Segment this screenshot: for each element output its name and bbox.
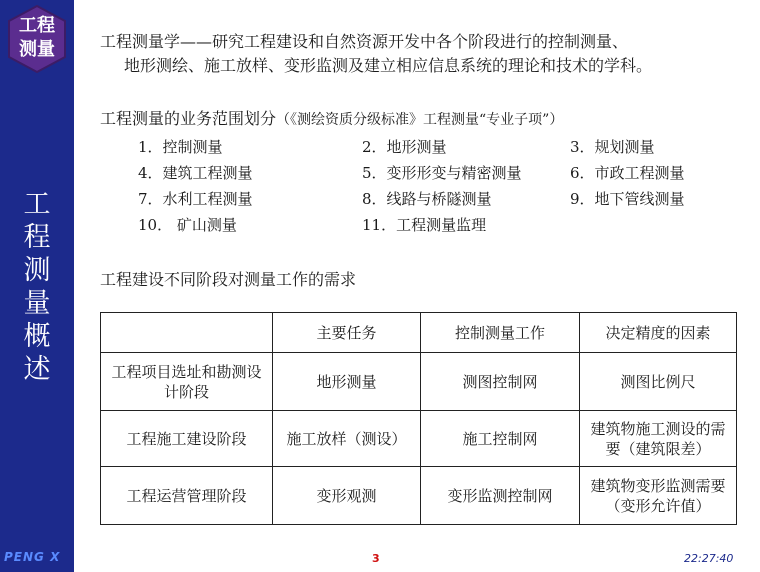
requirements-table (100, 312, 737, 525)
clock: 22:27:40 (684, 552, 734, 565)
page-number: 3 (372, 552, 380, 565)
table-header-row (101, 313, 737, 353)
list-item: 5．变形形变与精密测量 (362, 164, 522, 182)
vertical-title-char: 工 (23, 189, 51, 220)
list-item: 8．线路与桥隧测量 (362, 190, 492, 208)
table-cell: 变形监测控制网 (421, 467, 580, 525)
table-header-cell (101, 313, 273, 353)
vertical-title-char: 概 (23, 321, 51, 352)
scope-title-main: 工程测量的业务范围划分 (100, 109, 277, 128)
table-cell: 施工放样（测设） (273, 411, 421, 467)
scope-title-note: （《测绘资质分级标准》工程测量“专业子项”） (276, 112, 564, 128)
vertical-title-char: 测 (23, 255, 51, 286)
vertical-title (0, 188, 74, 386)
scope-title (100, 107, 563, 132)
table-header-cell: 控制测量工作 (421, 313, 580, 353)
badge-line-1: 工程 (19, 15, 55, 36)
intro-line-1: 工程测量学——研究工程建设和自然资源开发中各个阶段进行的控制测量、 (100, 32, 629, 51)
table-cell: 测图控制网 (421, 353, 580, 411)
vertical-title-char: 量 (23, 288, 51, 319)
list-item: 3．规划测量 (570, 138, 655, 156)
list-item: 6．市政工程测量 (570, 164, 685, 182)
list-item: 7．水利工程测量 (138, 190, 253, 208)
intro-paragraph (100, 30, 750, 78)
badge (6, 4, 68, 74)
list-item: 10． 矿山测量 (138, 216, 237, 234)
table-cell: 工程项目选址和勘测设计阶段 (101, 353, 273, 411)
sidebar (0, 0, 74, 572)
table-header-cell: 主要任务 (273, 313, 421, 353)
table-cell: 测图比例尺 (580, 353, 737, 411)
list-item: 11．工程测量监理 (362, 216, 487, 234)
intro-line-2: 地形测绘、施工放样、变形监测及建立相应信息系统的理论和技术的学科。 (124, 56, 653, 75)
list-item: 1．控制测量 (138, 138, 223, 156)
vertical-title-char: 述 (23, 354, 51, 385)
table-cell: 建筑物施工测设的需要（建筑限差） (580, 411, 737, 467)
table-cell: 建筑物变形监测需要（变形允许值） (580, 467, 737, 525)
vertical-title-char: 程 (23, 222, 51, 253)
list-item: 9．地下管线测量 (570, 190, 685, 208)
table-cell: 工程施工建设阶段 (101, 411, 273, 467)
list-item: 4．建筑工程测量 (138, 164, 253, 182)
list-item: 2．地形测量 (362, 138, 447, 156)
author-label: PENG X (4, 550, 61, 564)
requirements-title: 工程建设不同阶段对测量工作的需求 (100, 270, 357, 289)
table-cell: 工程运营管理阶段 (101, 467, 273, 525)
table-cell: 施工控制网 (421, 411, 580, 467)
table-header-cell: 决定精度的因素 (580, 313, 737, 353)
table-row (101, 353, 737, 411)
table-row (101, 467, 737, 525)
table-cell: 变形观测 (273, 467, 421, 525)
table-row (101, 411, 737, 467)
table-cell: 地形测量 (273, 353, 421, 411)
badge-line-2: 测量 (19, 39, 55, 60)
